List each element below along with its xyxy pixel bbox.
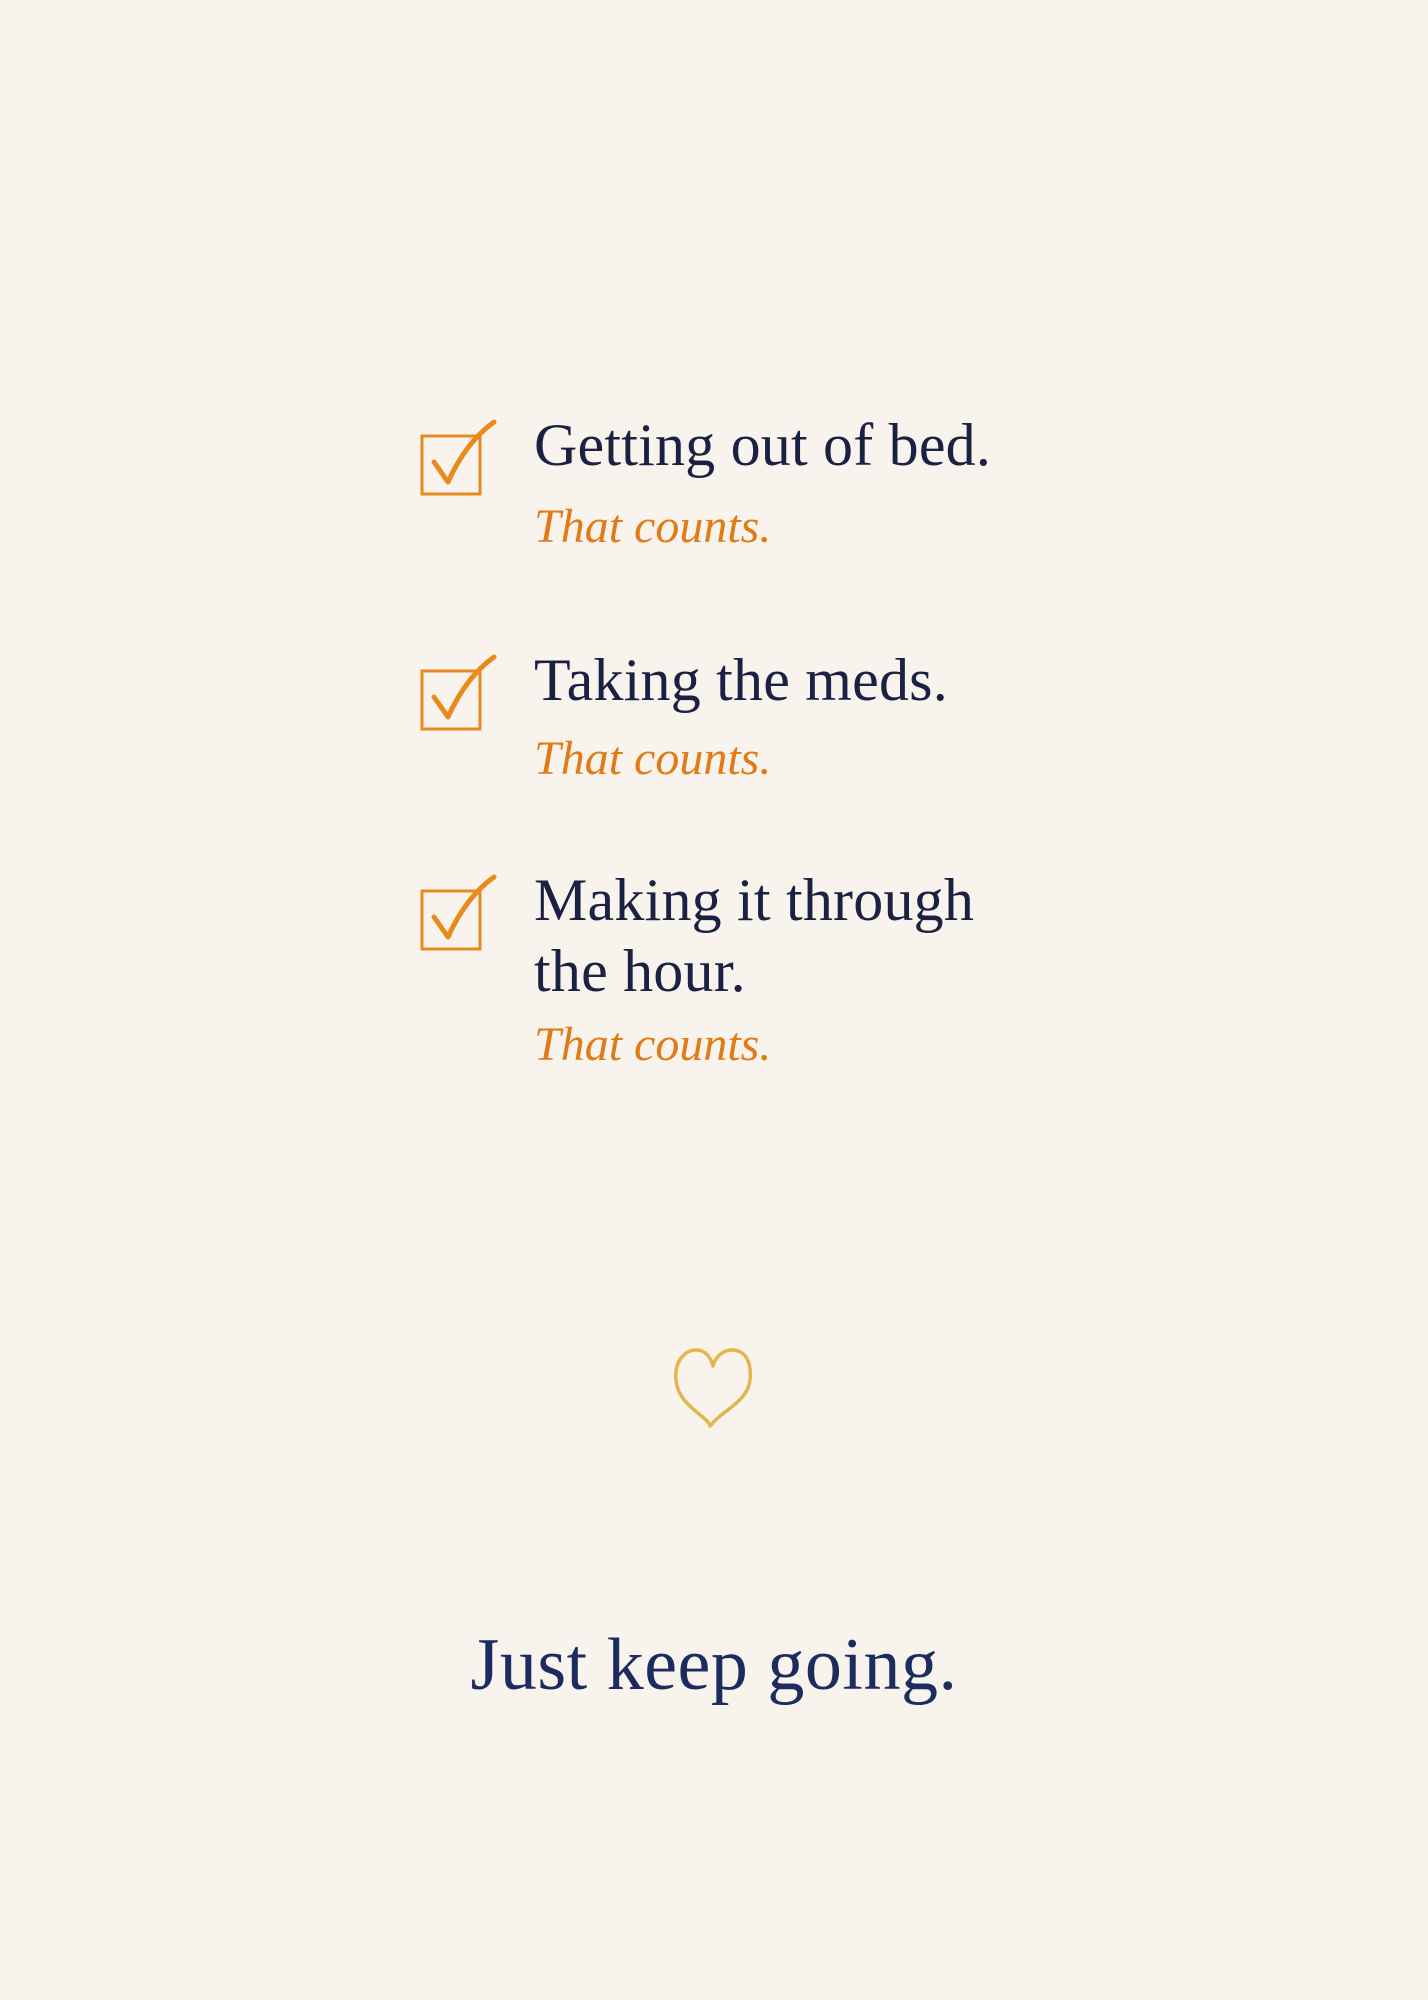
task-text: Getting out of bed.: [534, 412, 992, 478]
task-text: Taking the meds.: [534, 647, 948, 713]
affirmation-text: That counts.: [534, 500, 772, 553]
affirmation-text: That counts.: [534, 1018, 772, 1071]
checklist-item: [420, 410, 991, 555]
affirmation-text: That counts.: [534, 732, 772, 785]
checked-box-icon: [420, 422, 500, 502]
checked-box-icon: [420, 657, 500, 737]
heart-outline-icon: [672, 1344, 754, 1428]
task-text: Making it through the hour.: [534, 867, 975, 1004]
checklist-item: [420, 865, 974, 1073]
checklist-item: [420, 645, 948, 787]
closing-message: Just keep going.: [470, 1624, 958, 1706]
checked-box-icon: [420, 877, 500, 957]
